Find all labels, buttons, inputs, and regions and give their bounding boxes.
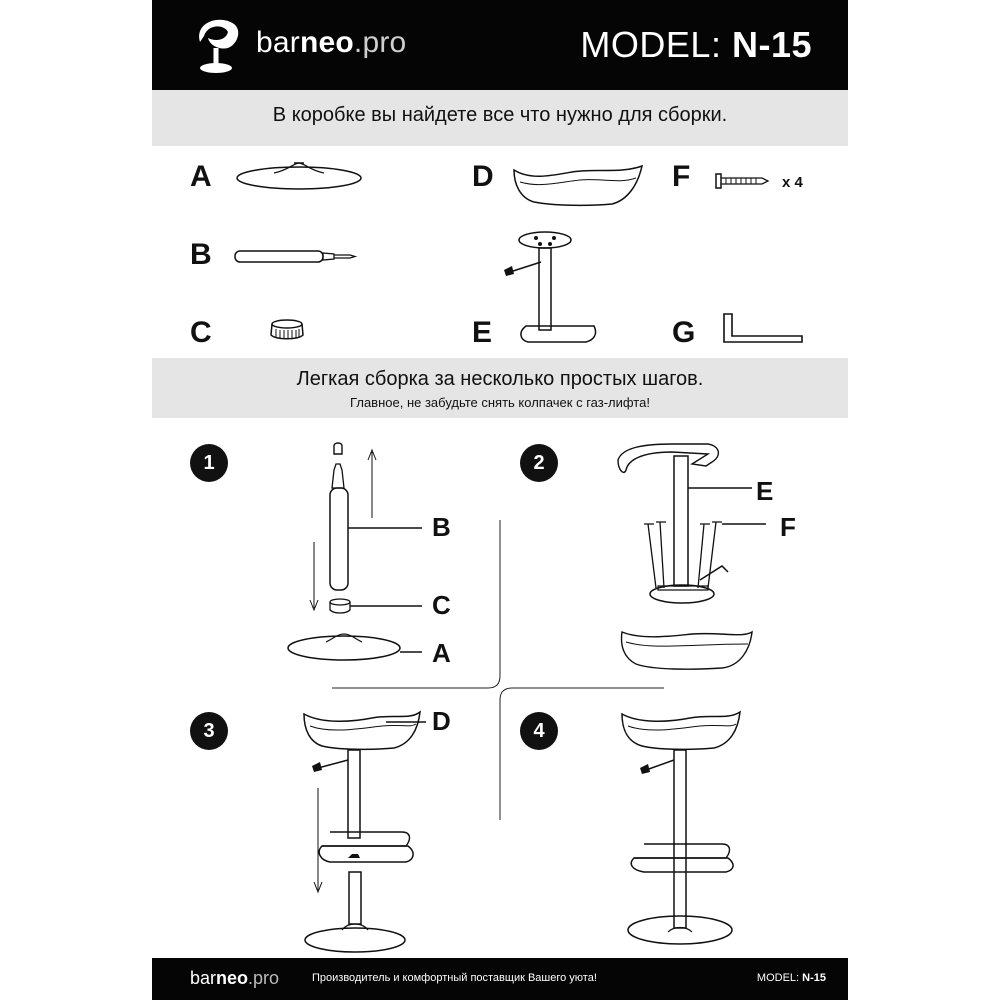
step-3-label-d: D (432, 706, 451, 736)
part-label-a: A (190, 160, 212, 193)
part-label-f: F (672, 160, 691, 193)
step-2-label-e: E (756, 476, 774, 506)
part-label-e: E (472, 316, 493, 349)
footer-logo: barneo.pro (190, 968, 280, 988)
part-label-c: C (190, 316, 212, 349)
model-title: MODEL: N-15 (580, 24, 812, 65)
logo-text: barneo.pro (256, 26, 407, 59)
instruction-page (152, 0, 848, 1000)
step-1-drawing (282, 440, 442, 670)
contents-banner: В коробке вы найдете все что нужно для сборки. (152, 90, 848, 146)
part-f-quantity: x 4 (782, 174, 803, 191)
step-2-badge: 2 (520, 444, 558, 482)
footer-bar (152, 958, 848, 1000)
part-label-g: G (672, 316, 696, 349)
part-label-b: B (190, 238, 212, 271)
step-3-badge: 3 (190, 712, 228, 750)
step-4-badge: 4 (520, 712, 558, 750)
step-1-label-a: A (432, 638, 451, 668)
footer-tagline: Производитель и комфортный поставщик Вашего уюта! (312, 972, 597, 984)
part-label-d: D (472, 160, 494, 193)
step-2-drawing (612, 440, 812, 670)
footer-model: MODEL: N-15 (756, 972, 826, 984)
step-1-label-b: B (432, 512, 451, 542)
assembly-banner: Легкая сборка за несколько простых шагов. Главное, не забудьте снять колпачек с газ-лифта! (152, 358, 848, 418)
step-4-drawing (618, 708, 758, 958)
step-3-drawing (302, 708, 462, 958)
step-1-label-c: C (432, 590, 451, 620)
step-1-badge: 1 (190, 444, 228, 482)
step-2-label-f: F (780, 512, 796, 542)
